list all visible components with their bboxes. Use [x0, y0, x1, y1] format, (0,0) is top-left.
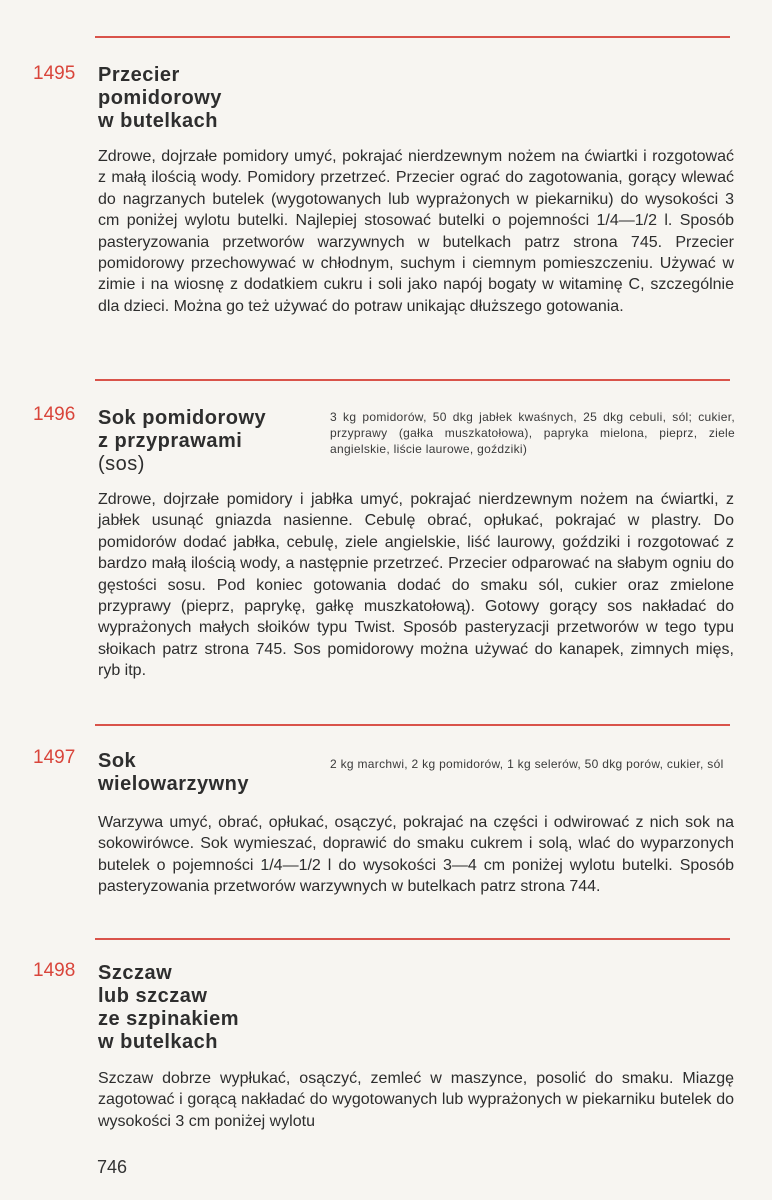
recipe-number: 1496 — [33, 404, 76, 425]
recipe-title-line: wielowarzywny — [98, 773, 249, 795]
recipe-title-line: Przecier — [98, 64, 180, 86]
separator-1497-1498 — [95, 938, 730, 940]
recipe-ingredients: 2 kg marchwi, 2 kg pomidorów, 1 kg selerów, 50 dkg porów, cukier, sól — [330, 757, 724, 771]
recipe-body: Zdrowe, dojrzałe pomidory umyć, pokrajać nierdzewnym nożem na ćwiartki i rozgotować z małą ilością wody. Pomidory przetrzeć. Przecier ograć do zagotowania, gorący wlewać do nagrzanych butelek (wygotowanych lub wyprażonych w piekarniku) do wysokości 3 cm poniżej wylotu butelki. Najlepiej stosować butelki o pojemności 1/4—1/2 l. Sposób pasteryzowania przetworów warzywnych w butelkach patrz strona 745. Przecier pomidorowy przechowywać w chłodnym, suchym i ciemnym pomieszczeniu. Używać w zimie i na wiosnę z dodatkiem cukru i soli jako napój bogaty w witaminę C, szczególnie dla dzieci. Można go też używać do potraw unikając dłuższego gotowania. — [98, 148, 734, 315]
recipe-title — [98, 407, 266, 476]
recipe-title-line: w butelkach — [98, 1031, 218, 1053]
recipe-title-line: Sok pomidorowy — [98, 407, 267, 429]
separator-top — [95, 36, 730, 38]
recipe-title-line: (sos) — [98, 453, 145, 475]
recipe-number: 1495 — [33, 63, 76, 84]
recipe-title-line: z przyprawami — [98, 430, 243, 452]
recipe-title-line: Szczaw — [98, 962, 173, 984]
recipe-title-line: ze szpinakiem — [98, 1008, 240, 1030]
recipe-title — [98, 750, 249, 796]
recipe-ingredients: 3 kg pomidorów, 50 dkg jabłek kwaśnych, 25 dkg cebuli, sól; cukier, przyprawy (gałka muszkatołowa), papryka mielona, pieprz, ziele angielskie, liście laurowe, goździki) — [330, 410, 735, 456]
recipe-title-line: lub szczaw — [98, 985, 208, 1007]
recipe-title — [98, 64, 222, 133]
recipe-number: 1498 — [33, 960, 76, 981]
recipe-title — [98, 962, 239, 1054]
recipe-title-line: Sok — [98, 750, 137, 772]
recipe-body: Zdrowe, dojrzałe pomidory i jabłka umyć, pokrajać nierdzewnym nożem na ćwiartki, z jabłek usunąć gniazda nasienne. Cebulę obrać, opłukać, pokrajać w plastry. Do pomidorów dodać jabłka, cebulę, ziele angielskie, liść laurowy, goździki i rozgotować z bardzo małą ilością wody, a następnie przetrzeć. Przecier odparować na słabym ogniu do gęstości sosu. Pod koniec gotowania dodać do smaku sól, cukier oraz zmielone przyprawy (pieprz, paprykę, gałkę muszkatołową). Gotowy gorący sos nakładać do wyprażonych małych słoików typu Twist. Sposób pasteryzacji przetworów w tego typu słoikach patrz strona 745. Sos pomidorowy można używać do kanapek, zimnych mięs, ryb itp. — [98, 491, 734, 680]
separator-1495-1496 — [95, 379, 730, 381]
page-number: 746 — [97, 1157, 128, 1177]
recipe-title-line: w butelkach — [98, 110, 218, 132]
recipe-title-line: pomidorowy — [98, 87, 222, 109]
recipe-body: Warzywa umyć, obrać, opłukać, osączyć, pokrajać na części i odwirować z nich sok na sokowirówce. Sok wymieszać, doprawić do smaku cukrem i solą, wlać do wyparzonych butelek o pojemności 1/4—1/2 l do wysokości 3—4 cm poniżej wylotu butelki. Sposób pasteryzowania przetworów warzywnych w butelkach patrz strona 744. — [98, 814, 734, 896]
recipe-number: 1497 — [33, 747, 76, 768]
recipe-body: Szczaw dobrze wypłukać, osączyć, zemleć w maszynce, posolić do smaku. Miazgę zagotować i gorącą nakładać do wygotowanych lub wyprażonych w piekarniku butelek do wysokości 3 cm poniżej wylotu — [98, 1070, 734, 1130]
separator-1496-1497 — [95, 724, 730, 726]
